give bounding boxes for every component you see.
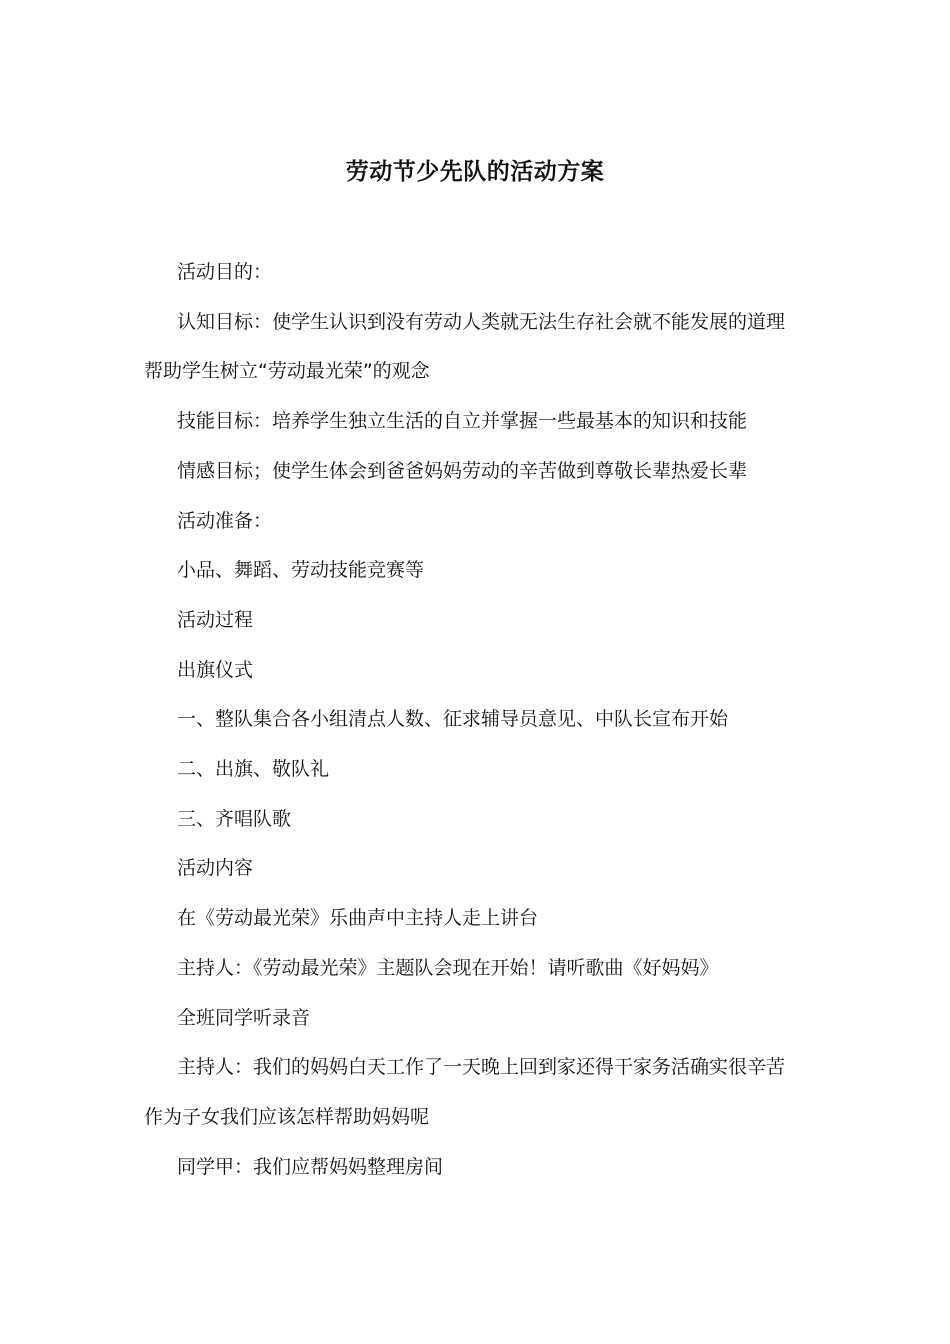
paragraph: 全班同学听录音: [177, 1006, 311, 1029]
document-title: 劳动节少先队的活动方案: [345, 159, 605, 185]
paragraph: 三、齐唱队歌: [177, 807, 292, 830]
paragraph: 活动目的：: [177, 261, 273, 283]
paragraph: 同学甲：我们应帮妈妈整理房间: [177, 1155, 444, 1178]
paragraph: 活动内容: [177, 857, 254, 880]
paragraph: 小品、舞蹈、劳动技能竞赛等: [177, 559, 425, 582]
document-body: [144, 248, 796, 1192]
paragraph: 主持人：《劳动最光荣》主题队会现在开始！请听歌曲《好妈妈》: [177, 956, 719, 979]
paragraph: 情感目标；使学生体会到爸爸妈妈劳动的辛苦做到尊敬长辈热爱长辈: [177, 459, 748, 482]
paragraph: 一、整队集合各小组清点人数、征求辅导员意见、中队长宣布开始: [177, 708, 729, 731]
paragraph: 活动过程: [177, 608, 254, 631]
paragraph: 在《劳动最光荣》乐曲声中主持人走上讲台: [177, 907, 539, 930]
paragraph: 出旗仪式: [177, 658, 254, 681]
paragraph: 主持人：我们的妈妈白天工作了一天晚上回到家还得干家务活确实很辛苦作为子女我们应该怎样帮助妈妈呢: [144, 1056, 786, 1128]
paragraph: 二、出旗、敬队礼: [177, 758, 330, 781]
paragraph: 技能目标：培养学生独立生活的自立并掌握一些最基本的知识和技能: [177, 410, 748, 433]
paragraph: 认知目标：使学生认识到没有劳动人类就无法生存社会就不能发展的道理帮助学生树立“劳动最光荣”的观念: [144, 310, 786, 383]
paragraph: 活动准备：: [177, 509, 273, 532]
